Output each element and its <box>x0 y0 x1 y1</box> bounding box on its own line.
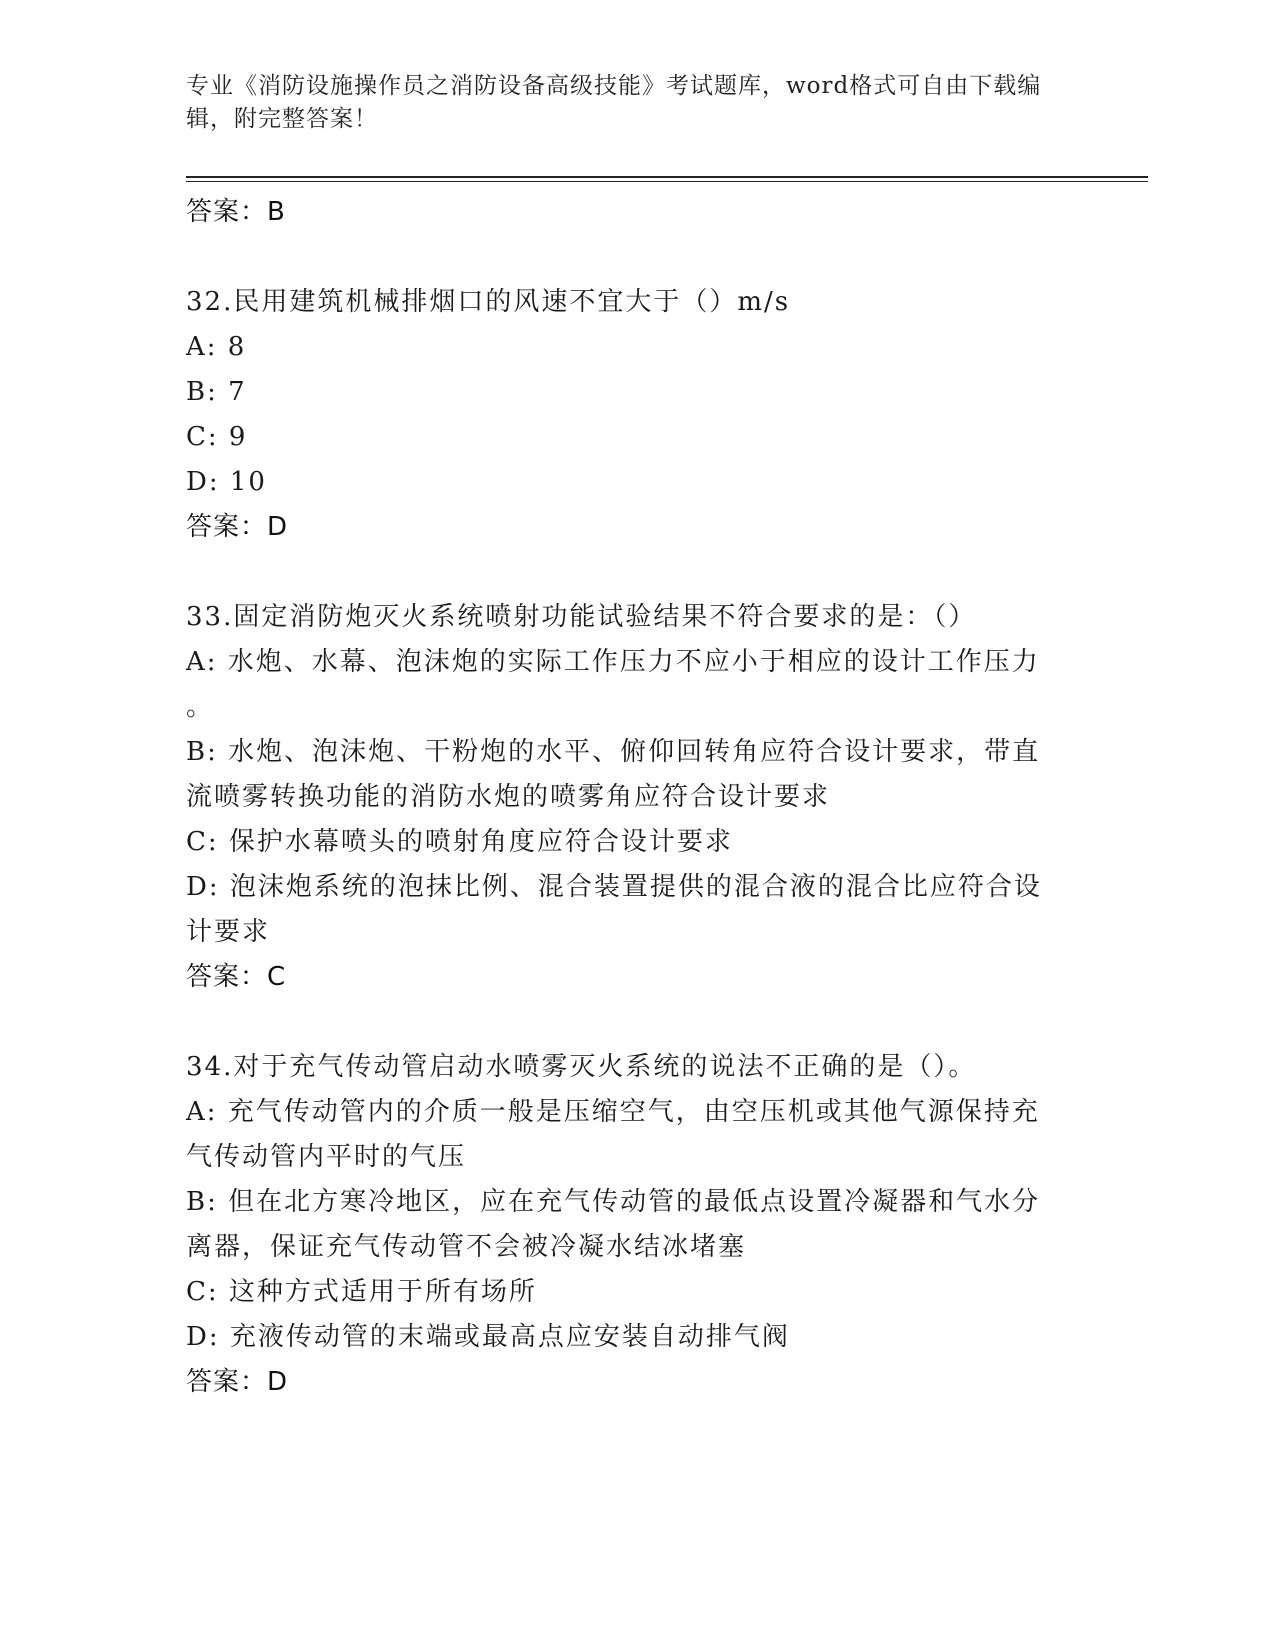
header-divider-thin <box>186 181 1148 182</box>
answer: 答案：D <box>186 1367 289 1397</box>
option-b: B: 水炮、泡沫炮、干粉炮的水平、俯仰回转角应符合设计要求，带直 <box>186 737 1041 767</box>
answer: 答案：C <box>186 962 287 992</box>
option-a: A: 水炮、水幕、泡沫炮的实际工作压力不应小于相应的设计工作压力 <box>186 647 1040 677</box>
header-line-2: 辑，附完整答案！ <box>186 106 378 132</box>
option-b: B: 7 <box>186 377 247 407</box>
option-d: D: 充液传动管的末端或最高点应安装自动排气阀 <box>186 1322 790 1352</box>
question-stem: 34.对于充气传动管启动水喷雾灭火系统的说法不正确的是（）。 <box>186 1052 977 1082</box>
question-stem: 33.固定消防炮灭火系统喷射功能试验结果不符合要求的是：（） <box>186 602 977 632</box>
option-a: A: 充气传动管内的介质一般是压缩空气，由空压机或其他气源保持充 <box>186 1097 1040 1127</box>
option-b-continued: 流喷雾转换功能的消防水炮的喷雾角应符合设计要求 <box>186 782 831 812</box>
option-d: D: 10 <box>186 467 267 497</box>
question-32 <box>186 280 1066 550</box>
option-d: D: 泡沫炮系统的泡抹比例、混合装置提供的混合液的混合比应符合设 <box>186 872 1042 902</box>
page-header <box>186 70 1066 136</box>
question-stem: 32.民用建筑机械排烟口的风速不宜大于（）m/s <box>186 287 791 317</box>
option-a: A: 8 <box>186 332 247 362</box>
option-b-continued: 离器，保证充气传动管不会被冷凝水结冰堵塞 <box>186 1232 747 1262</box>
option-c: C: 这种方式适用于所有场所 <box>186 1277 537 1307</box>
option-d-continued: 计要求 <box>186 917 271 947</box>
option-c: C: 保护水幕喷头的喷射角度应符合设计要求 <box>186 827 733 857</box>
answer: 答案：D <box>186 512 289 542</box>
option-b: B: 但在北方寒冷地区，应在充气传动管的最低点设置冷凝器和气水分 <box>186 1187 1041 1217</box>
option-c: C: 9 <box>186 422 248 452</box>
option-a-continued: 气传动管内平时的气压 <box>186 1142 467 1172</box>
question-34 <box>186 1045 1066 1405</box>
document-body <box>186 190 1066 1405</box>
option-a-continued: 。 <box>186 692 215 722</box>
question-33 <box>186 595 1066 1000</box>
header-line-1: 专业《消防设施操作员之消防设备高级技能》考试题库，word格式可自由下载编 <box>186 73 1042 99</box>
previous-answer: 答案：B <box>186 197 286 227</box>
header-divider <box>186 176 1148 178</box>
